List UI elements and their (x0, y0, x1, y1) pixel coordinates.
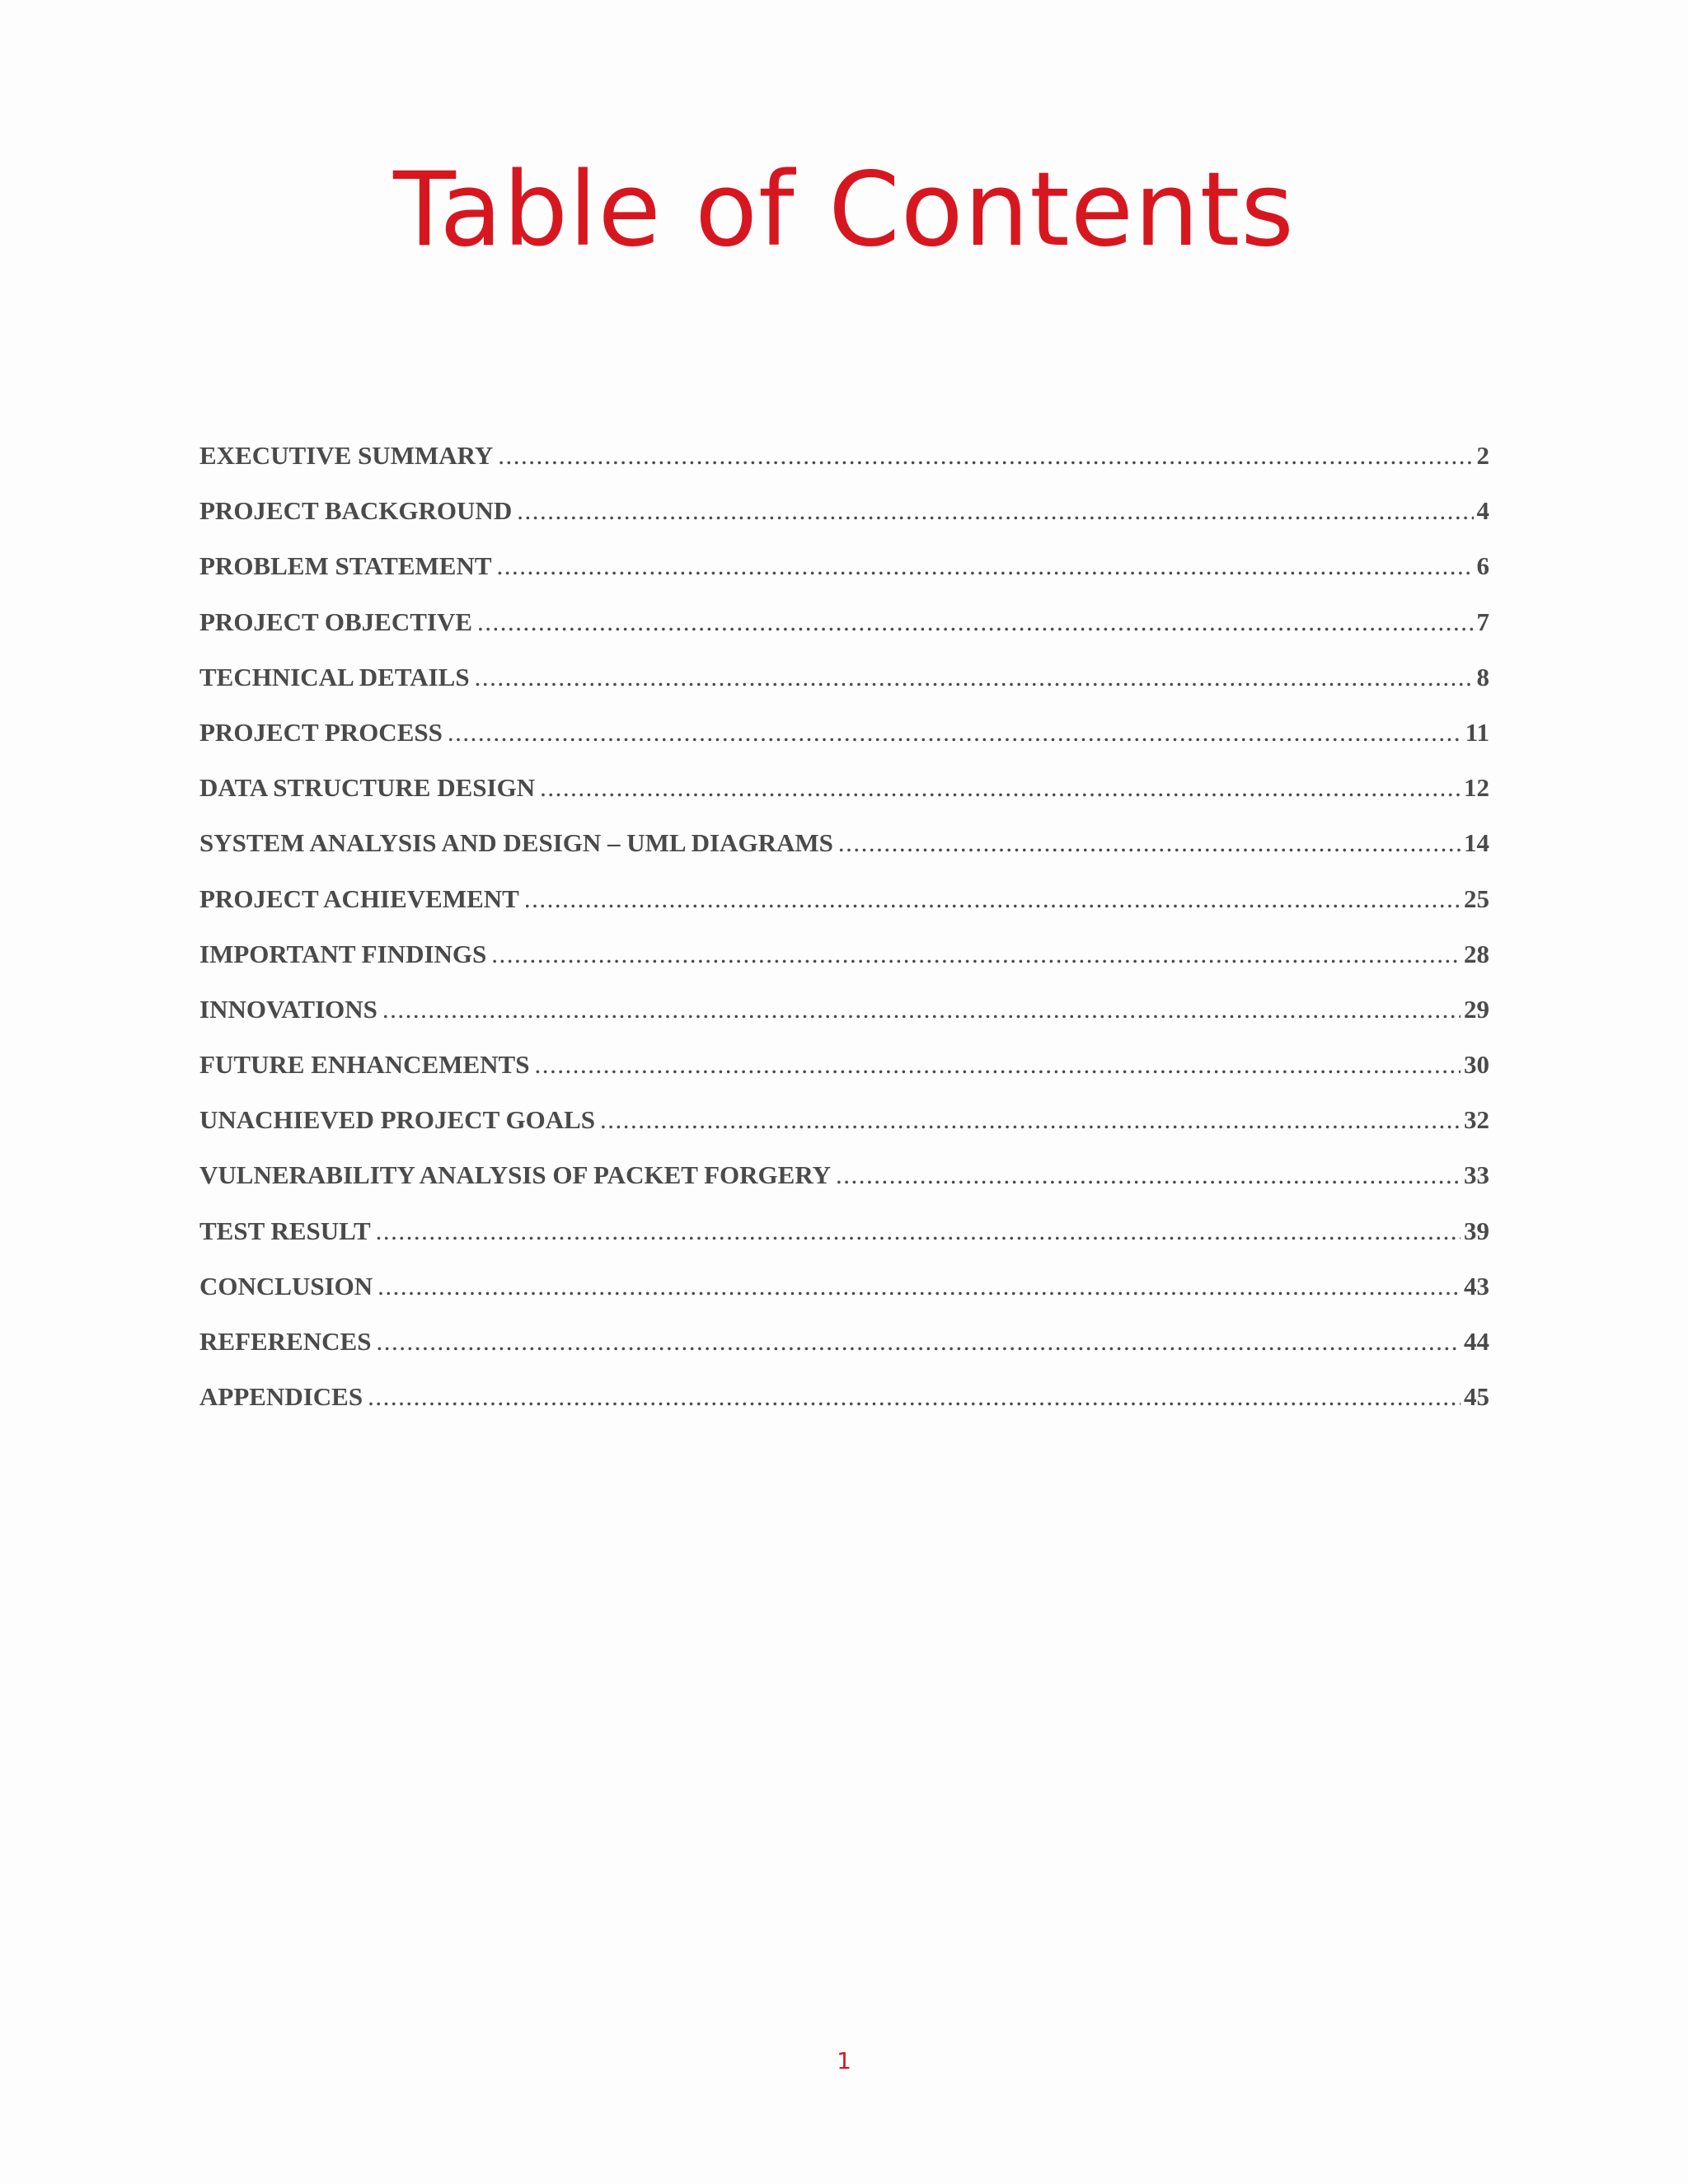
toc-entry-label: PROJECT PROCESS (199, 717, 443, 747)
toc-entry[interactable] (199, 1216, 1489, 1272)
toc-entry[interactable] (199, 496, 1489, 551)
toc-entry-label: INNOVATIONS (199, 994, 377, 1024)
toc-entry[interactable] (199, 940, 1489, 995)
toc-entry-page: 28 (1464, 939, 1489, 968)
toc-entry[interactable] (199, 1105, 1489, 1160)
dot-leader (524, 884, 1461, 914)
dot-leader (382, 995, 1461, 1024)
toc-entry[interactable] (199, 828, 1489, 883)
dot-leader (475, 663, 1474, 692)
toc-entry-label: CONCLUSION (199, 1271, 373, 1301)
toc-entry-page: 45 (1464, 1382, 1489, 1412)
toc-entry-label: REFERENCES (199, 1327, 372, 1356)
dot-leader (600, 1105, 1461, 1135)
toc-entry[interactable] (199, 718, 1489, 773)
toc-entry-label: EXECUTIVE SUMMARY (199, 441, 494, 470)
toc-entry-page: 44 (1464, 1327, 1489, 1356)
toc-entry-label: PROJECT OBJECTIVE (199, 607, 473, 636)
toc-entry[interactable] (199, 663, 1489, 718)
toc-entry-page: 30 (1464, 1050, 1489, 1080)
toc-entry[interactable] (199, 884, 1489, 940)
table-of-contents (199, 441, 1489, 1437)
toc-entry-page: 8 (1476, 662, 1489, 691)
dot-leader (376, 1327, 1461, 1357)
dot-leader (838, 828, 1461, 858)
toc-entry-page: 29 (1464, 994, 1489, 1024)
dot-leader (376, 1216, 1461, 1246)
dot-leader (497, 551, 1474, 581)
toc-entry-page: 39 (1464, 1216, 1489, 1245)
toc-entry[interactable] (199, 1272, 1489, 1327)
toc-entry-page: 11 (1465, 717, 1489, 747)
dot-leader (368, 1382, 1461, 1412)
toc-entry-page: 25 (1464, 883, 1489, 913)
page-title: Table of Contents (393, 151, 1295, 269)
dot-leader (377, 1272, 1461, 1301)
toc-entry-page: 14 (1464, 828, 1489, 858)
toc-entry-page: 32 (1464, 1105, 1489, 1135)
toc-entry[interactable] (199, 607, 1489, 663)
toc-entry[interactable] (199, 441, 1489, 496)
toc-entry-label: SYSTEM ANALYSIS AND DESIGN – UML DIAGRAMS (199, 828, 833, 858)
toc-entry-label: PROJECT BACKGROUND (199, 496, 513, 526)
toc-entry-label: FUTURE ENHANCEMENTS (199, 1050, 530, 1080)
toc-entry-page: 33 (1464, 1160, 1489, 1190)
toc-entry-label: TECHNICAL DETAILS (199, 662, 470, 691)
page-number: 1 (837, 2047, 851, 2074)
toc-entry[interactable] (199, 773, 1489, 828)
toc-entry-page: 7 (1476, 607, 1489, 636)
dot-leader (517, 496, 1473, 526)
toc-entry-label: UNACHIEVED PROJECT GOALS (199, 1105, 596, 1135)
toc-entry-label: PROBLEM STATEMENT (199, 551, 492, 581)
toc-entry[interactable] (199, 1160, 1489, 1216)
toc-entry-label: IMPORTANT FINDINGS (199, 939, 487, 968)
dot-leader (836, 1160, 1461, 1190)
toc-entry-page: 6 (1476, 551, 1489, 581)
dot-leader (491, 940, 1461, 969)
toc-entry[interactable] (199, 551, 1489, 607)
dot-leader (540, 773, 1461, 803)
toc-entry[interactable] (199, 1327, 1489, 1382)
toc-entry-page: 2 (1476, 441, 1489, 470)
toc-entry[interactable] (199, 995, 1489, 1050)
dot-leader (477, 607, 1473, 637)
toc-entry-label: TEST RESULT (199, 1216, 371, 1245)
toc-entry-label: DATA STRUCTURE DESIGN (199, 773, 536, 803)
toc-entry[interactable] (199, 1050, 1489, 1105)
toc-entry-page: 4 (1476, 496, 1489, 526)
dot-leader (534, 1050, 1461, 1080)
toc-entry-label: APPENDICES (199, 1382, 363, 1412)
toc-entry-page: 43 (1464, 1271, 1489, 1301)
toc-entry-page: 12 (1464, 773, 1489, 803)
dot-leader (448, 718, 1462, 748)
toc-entry-label: PROJECT ACHIEVEMENT (199, 883, 519, 913)
toc-entry[interactable] (199, 1382, 1489, 1437)
toc-entry-label: VULNERABILITY ANALYSIS OF PACKET FORGERY (199, 1160, 832, 1190)
dot-leader (498, 441, 1473, 471)
